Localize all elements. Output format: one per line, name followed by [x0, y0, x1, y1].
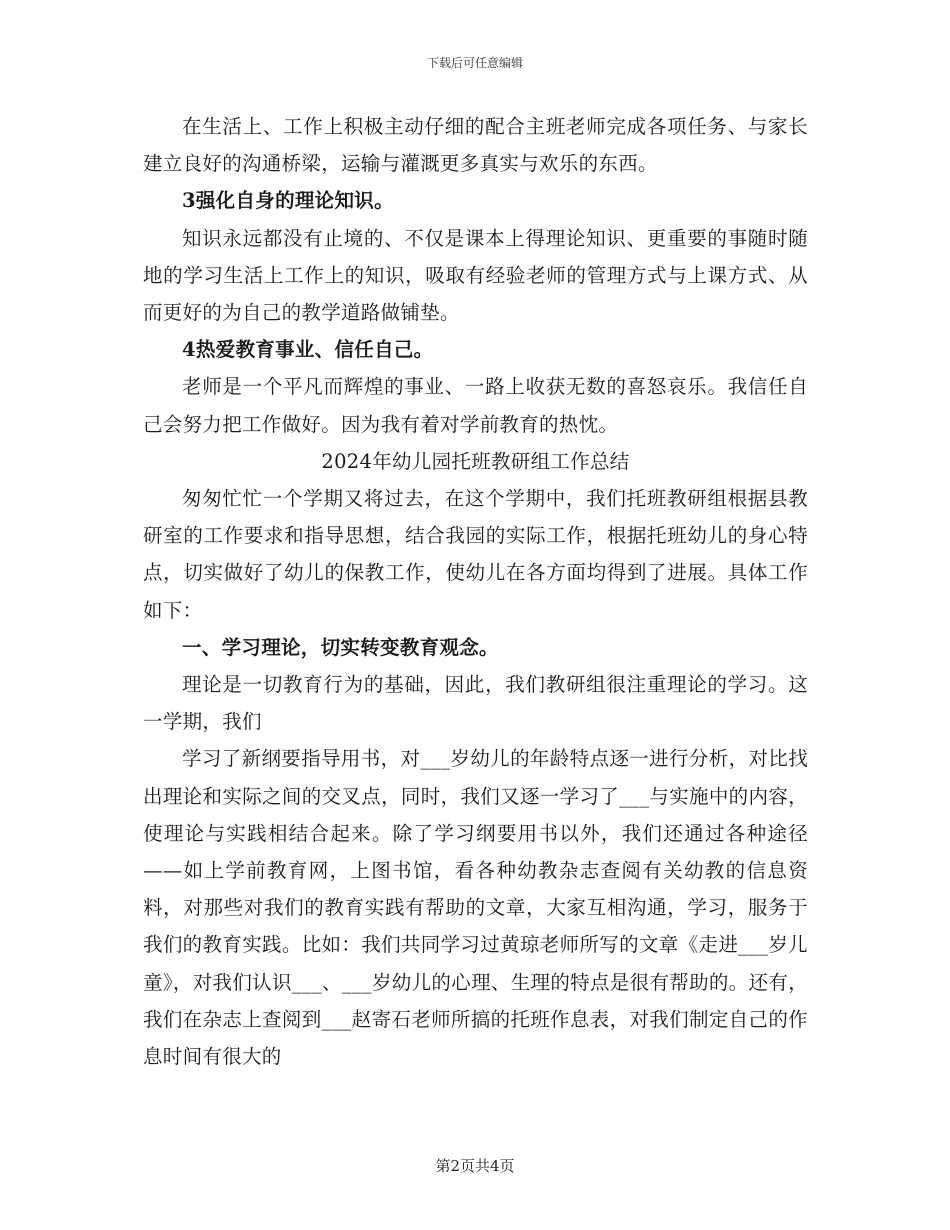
section-heading: 4热爱教育事业、信任自己。	[182, 338, 434, 362]
paragraph: 学习了新纲要指导用书，对___岁幼儿的年龄特点逐一进行分析，对比找出理论和实际之间的交叉点，同时，我们又逐一学习了___与实施中的内容，使理论与实践相结合起来。除了学习纲要用书以外，我们还通过各种途径——如上学前教育网，上图书馆，看各种幼教杂志查阅有关幼教的信息资料，对那些对我们的教育实践有帮助的文章，大家互相沟通，学习，服务于我们的教育实践。比如：我们共同学习过黄琼老师所写的文章《走进___岁儿童》，对我们认识___、___岁幼儿的心理、生理的特点是很有帮助的。还有，我们在杂志上查阅到___赵寄石老师所搞的托班作息表，对我们制定自己的作息时间有很大的	[143, 747, 808, 1069]
paragraph: 匆匆忙忙一个学期又将过去，在这个学期中，我们托班教研组根据县教研室的工作要求和指导思想，结合我园的实际工作，根据托班幼儿的身心特点，切实做好了幼儿的保教工作，使幼儿在各方面均得到了进展。具体工作如下：	[143, 487, 808, 622]
paragraph: 理论是一切教育行为的基础，因此，我们教研组很注重理论的学习。这一学期，我们	[143, 673, 808, 734]
paragraph: 老师是一个平凡而辉煌的事业、一路上收获无数的喜怒哀乐。我信任自己会努力把工作做好。因为我有着对学前教育的热忱。	[143, 375, 808, 436]
page-header-note: 下载后可任意编辑	[426, 56, 523, 70]
paragraph: 在生活上、工作上积极主动仔细的配合主班老师完成各项任务、与家长建立良好的沟通桥梁，运输与灌溉更多真实与欢乐的东西。	[143, 115, 808, 176]
paragraph: 知识永远都没有止境的、不仅是课本上得理论知识、更重要的事随时随地的学习生活上工作上的知识，吸取有经验老师的管理方式与上课方式、从而更好的为自己的教学道路做铺垫。	[143, 226, 808, 325]
page-number-footer: 第2页共4页	[435, 1157, 515, 1175]
section-heading: 一、学习理论，切实转变教育观念。	[182, 635, 499, 659]
document-body	[143, 108, 808, 1075]
section-heading: 3强化自身的理论知识。	[182, 189, 394, 213]
document-title: 2024年幼儿园托班教研组工作总结	[321, 449, 630, 473]
